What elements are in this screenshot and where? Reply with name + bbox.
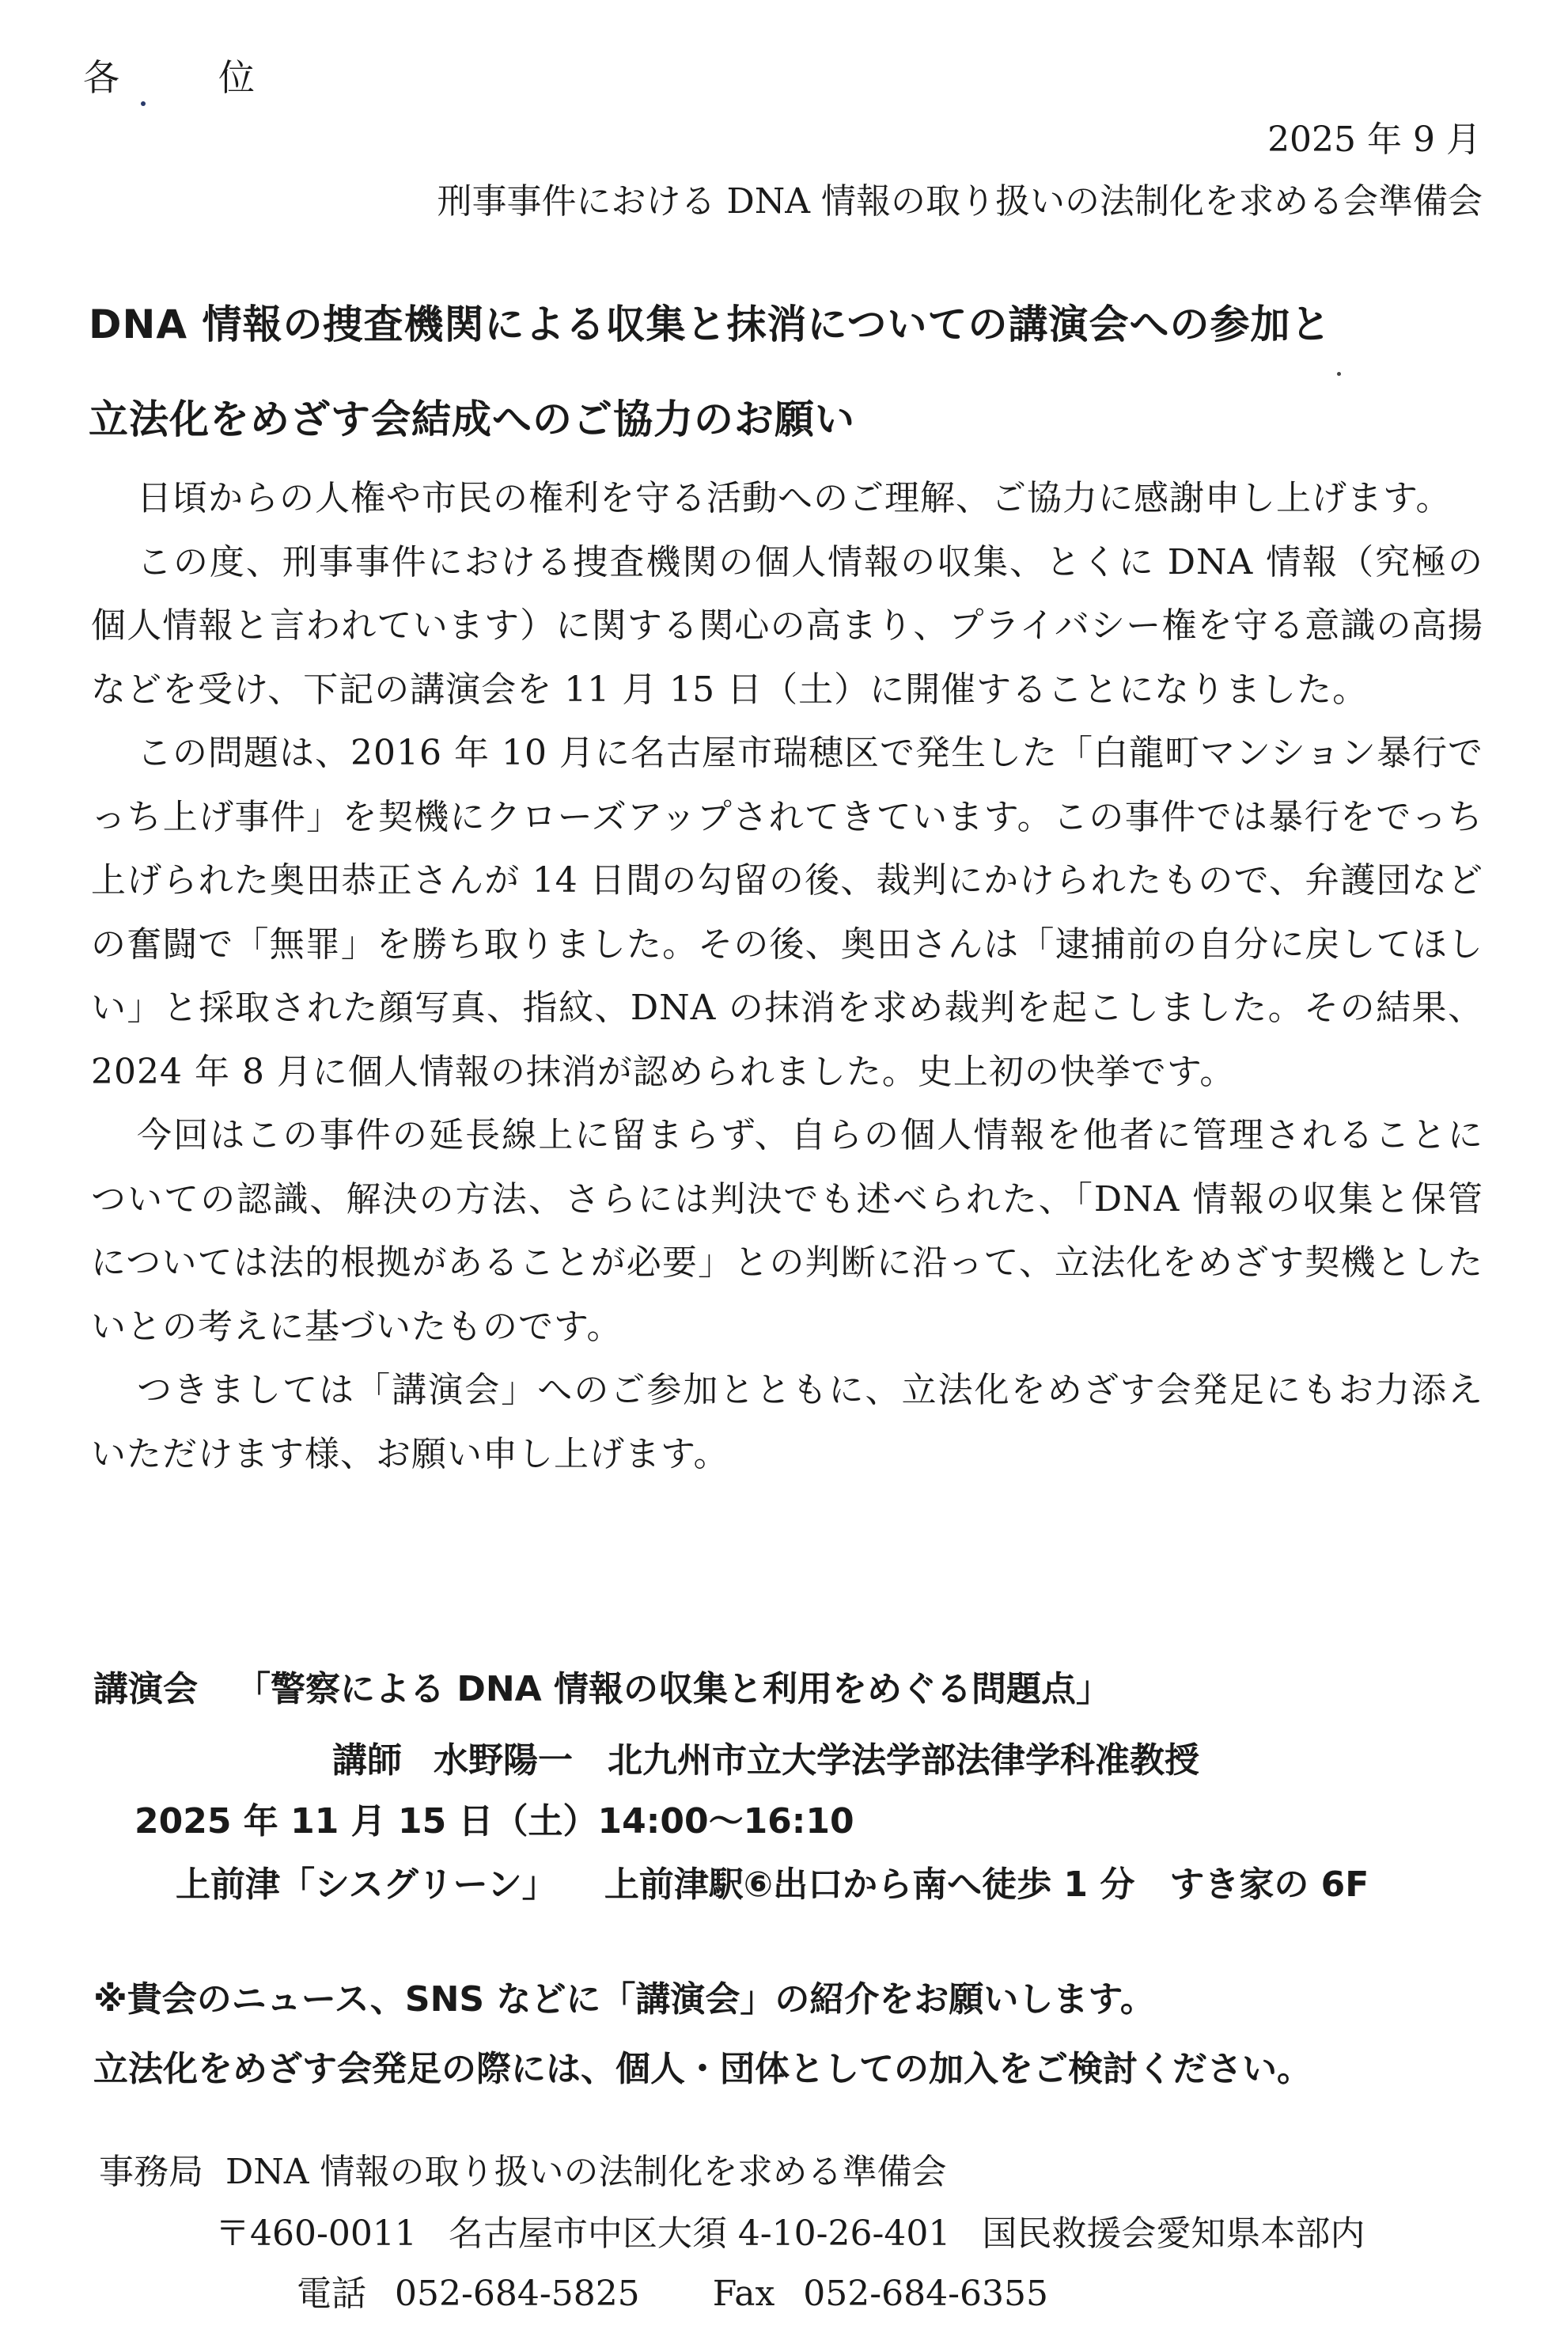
secretariat-line [99, 2143, 947, 2194]
venue-access: 上前津駅⑥出口から南へ徒歩 1 分 すき家の 6F [604, 1864, 1369, 1905]
address: 名古屋市中区大須 4-10-26-401 [448, 2213, 951, 2254]
paragraph: つきましては「講演会」へのご参加とともに、立法化をめざす会発足にもお力添えいただけます様、お願い申し上げます。 [91, 1370, 1483, 1474]
title-line-1: DNA 情報の捜査機関による収集と抹消についての講演会への参加と [89, 302, 1331, 347]
venue: 上前津「シスグリーン」 [176, 1864, 557, 1905]
contact-line [297, 2265, 1048, 2316]
speaker-label: 講師 [332, 1740, 402, 1781]
speaker: 水野陽一 北九州市立大学法学部法律学科准教授 [434, 1740, 1199, 1781]
request-note-1: ※貴会のニュース、SNS などに「講演会」の紹介をお願いします。 [93, 1979, 1155, 2020]
address-organization: 国民救援会愛知県本部内 [982, 2213, 1365, 2254]
address-line [215, 2205, 1365, 2255]
fax-number: 052-684-6355 [803, 2274, 1048, 2314]
phone-label: 電話 [297, 2274, 366, 2314]
event-heading [93, 1660, 1111, 1711]
addressee-char-2: 位 [218, 56, 255, 99]
title-line-2: 立法化をめざす会結成へのご協力のお願い [89, 396, 855, 442]
fax-label: Fax [712, 2274, 775, 2314]
request-note-2: 立法化をめざす会発足の際には、個人・団体としての加入をご検討ください。 [93, 2049, 1312, 2089]
event-speaker-line [332, 1732, 1199, 1782]
paragraph: 今回はこの事件の延長線上に留まらず、自らの個人情報を他者に管理されることについての認識、解決の方法、さらには判決でも述べられた、「DNA 情報の収集と保管については法的根拠があることが必要」との判断に沿って、立法化をめざす契機としたいとの考えに基づいたものです。 [91, 1115, 1483, 1347]
event-venue-line [176, 1856, 1369, 1906]
addressee [83, 49, 255, 101]
office-label: 事務局 [99, 2152, 203, 2192]
body-text [91, 467, 1483, 1486]
office-name: DNA 情報の取り扱いの法制化を求める準備会 [225, 2152, 947, 2192]
addressee-char-1: 各 [83, 56, 119, 99]
postal-code: 〒460-0011 [215, 2213, 417, 2254]
paragraph: 日頃からの人権や市民の権利を守る活動へのご理解、ご協力に感謝申し上げます。 [137, 478, 1452, 518]
issue-date: 2025 年 9 月 [1267, 119, 1481, 160]
event-title: 「警察による DNA 情報の収集と利用をめぐる問題点」 [236, 1669, 1112, 1709]
scan-speck [141, 101, 146, 106]
event-label: 講演会 [93, 1669, 198, 1709]
issuing-organization: 刑事事件における DNA 情報の取り扱いの法制化を求める会準備会 [437, 181, 1483, 222]
event-datetime: 2025 年 11 月 15 日（土）14:00〜16:10 [134, 1801, 854, 1842]
phone-number: 052-684-5825 [395, 2274, 640, 2314]
paragraph: この度、刑事事件における捜査機関の個人情報の収集、とくに DNA 情報（究極の個人情報と言われています）に関する関心の高まり、プライバシー権を守る意識の高揚などを受け、下記の講演会を 11 月 15 日（土）に開催することになりました。 [91, 541, 1483, 710]
paragraph: この問題は、2016 年 10 月に名古屋市瑞穂区で発生した「白龍町マンション暴行でっち上げ事件」を契機にクローズアップされてきています。この事件では暴行をでっち上げられた奥田恭正さんが 14 日間の勾留の後、裁判にかけられたもので、弁護団などの奮闘で「無罪」を勝ち取りました。その後、奥田さんは「逮捕前の自分に戻してほしい」と採取された顔写真、指紋、DNA の抹消を求め裁判を起こしました。その結果、2024 年 8 月に個人情報の抹消が認められました。史上初の快挙です。 [91, 733, 1483, 1092]
scan-speck [1337, 372, 1341, 376]
